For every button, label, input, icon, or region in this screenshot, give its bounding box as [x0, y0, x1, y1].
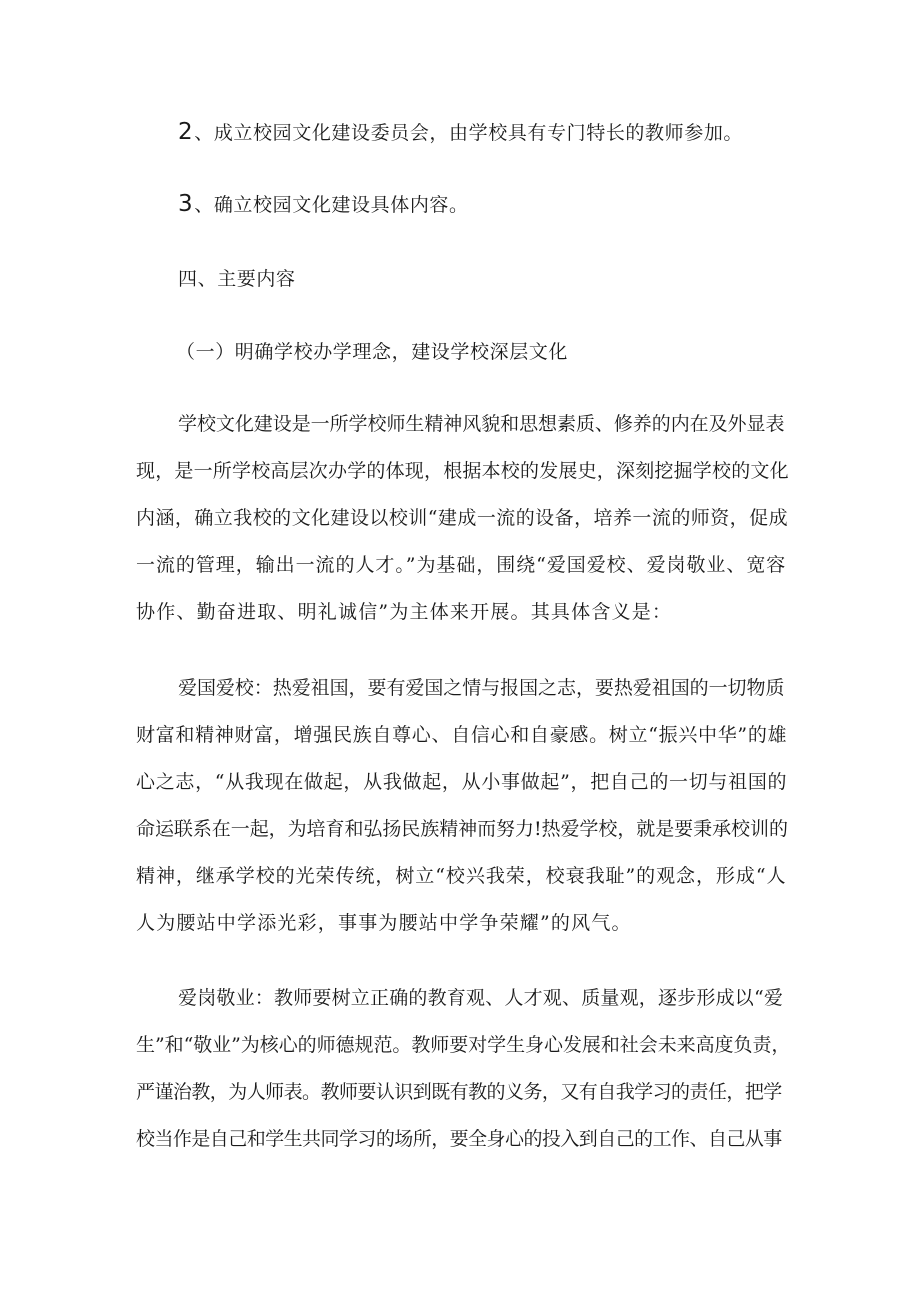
paragraph-line: 人为腰站中学添光彩，事事为腰站中学争荣耀”的风气。 [136, 912, 632, 934]
paragraph-line: 校当作是自己和学生共同学习的场所，要全身心的投入到自己的工作、自己从事 [136, 1128, 782, 1150]
paragraph-line: 爱国爱校：热爱祖国，要有爱国之情与报国之志，要热爱祖国的一切物质 [178, 677, 785, 699]
paragraph-line: 一流的管理，输出一流的人才。”为基础，围绕“爱国爱校、爱岗敬业、宽容 [136, 554, 787, 576]
paragraph-line: 学校文化建设是一所学校师生精神风貌和思想素质、修养的内在及外显表 [178, 413, 785, 435]
list-item-number: 2 [178, 119, 194, 145]
subsection-heading: （一）明确学校办学理念，建设学校深层文化 [176, 341, 569, 363]
list-item-text: 、成立校园文化建设委员会，由学校具有专门特长的教师参加。 [194, 122, 744, 144]
paragraph-line: 协作、勤奋进取、明礼诚信”为主体来开展。其具体含义是： [136, 601, 673, 623]
paragraph-line: 命运联系在一起，为培育和弘扬民族精神而努力!热爱学校，就是要秉承校训的 [136, 818, 788, 840]
paragraph-line: 现，是一所学校高层次办学的体现，根据本校的发展史，深刻挖掘学校的文化 [136, 460, 789, 482]
list-item-2 [178, 118, 743, 145]
paragraph-line: 财富和精神财富，增强民族自尊心、自信心和自豪感。树立“振兴中华”的雄 [136, 724, 788, 746]
paragraph-line: 生”和“敬业”为核心的师德规范。教师要对学生身心发展和社会未来高度负责， [136, 1034, 791, 1056]
paragraph-line: 严谨治教，为人师表。教师要认识到既有教的义务，又有自我学习的责任，把学 [136, 1081, 782, 1103]
list-item-number: 3 [178, 191, 194, 217]
paragraph-line: 心之志，“从我现在做起，从我做起，从小事做起”，把自己的一切与祖国的 [136, 771, 788, 793]
section-heading: 四、主要内容 [178, 268, 296, 290]
list-item-text: 、确立校园文化建设具体内容。 [194, 194, 469, 216]
paragraph-line: 爱岗敬业：教师要树立正确的教育观、人才观、质量观，逐步形成以“爱 [178, 987, 784, 1009]
list-item-3 [178, 190, 469, 217]
paragraph-line: 精神，继承学校的光荣传统，树立“校兴我荣，校衰我耻”的观念，形成“人 [136, 865, 787, 887]
paragraph-line: 内涵，确立我校的文化建设以校训“建成一流的设备，培养一流的师资，促成 [136, 507, 789, 529]
